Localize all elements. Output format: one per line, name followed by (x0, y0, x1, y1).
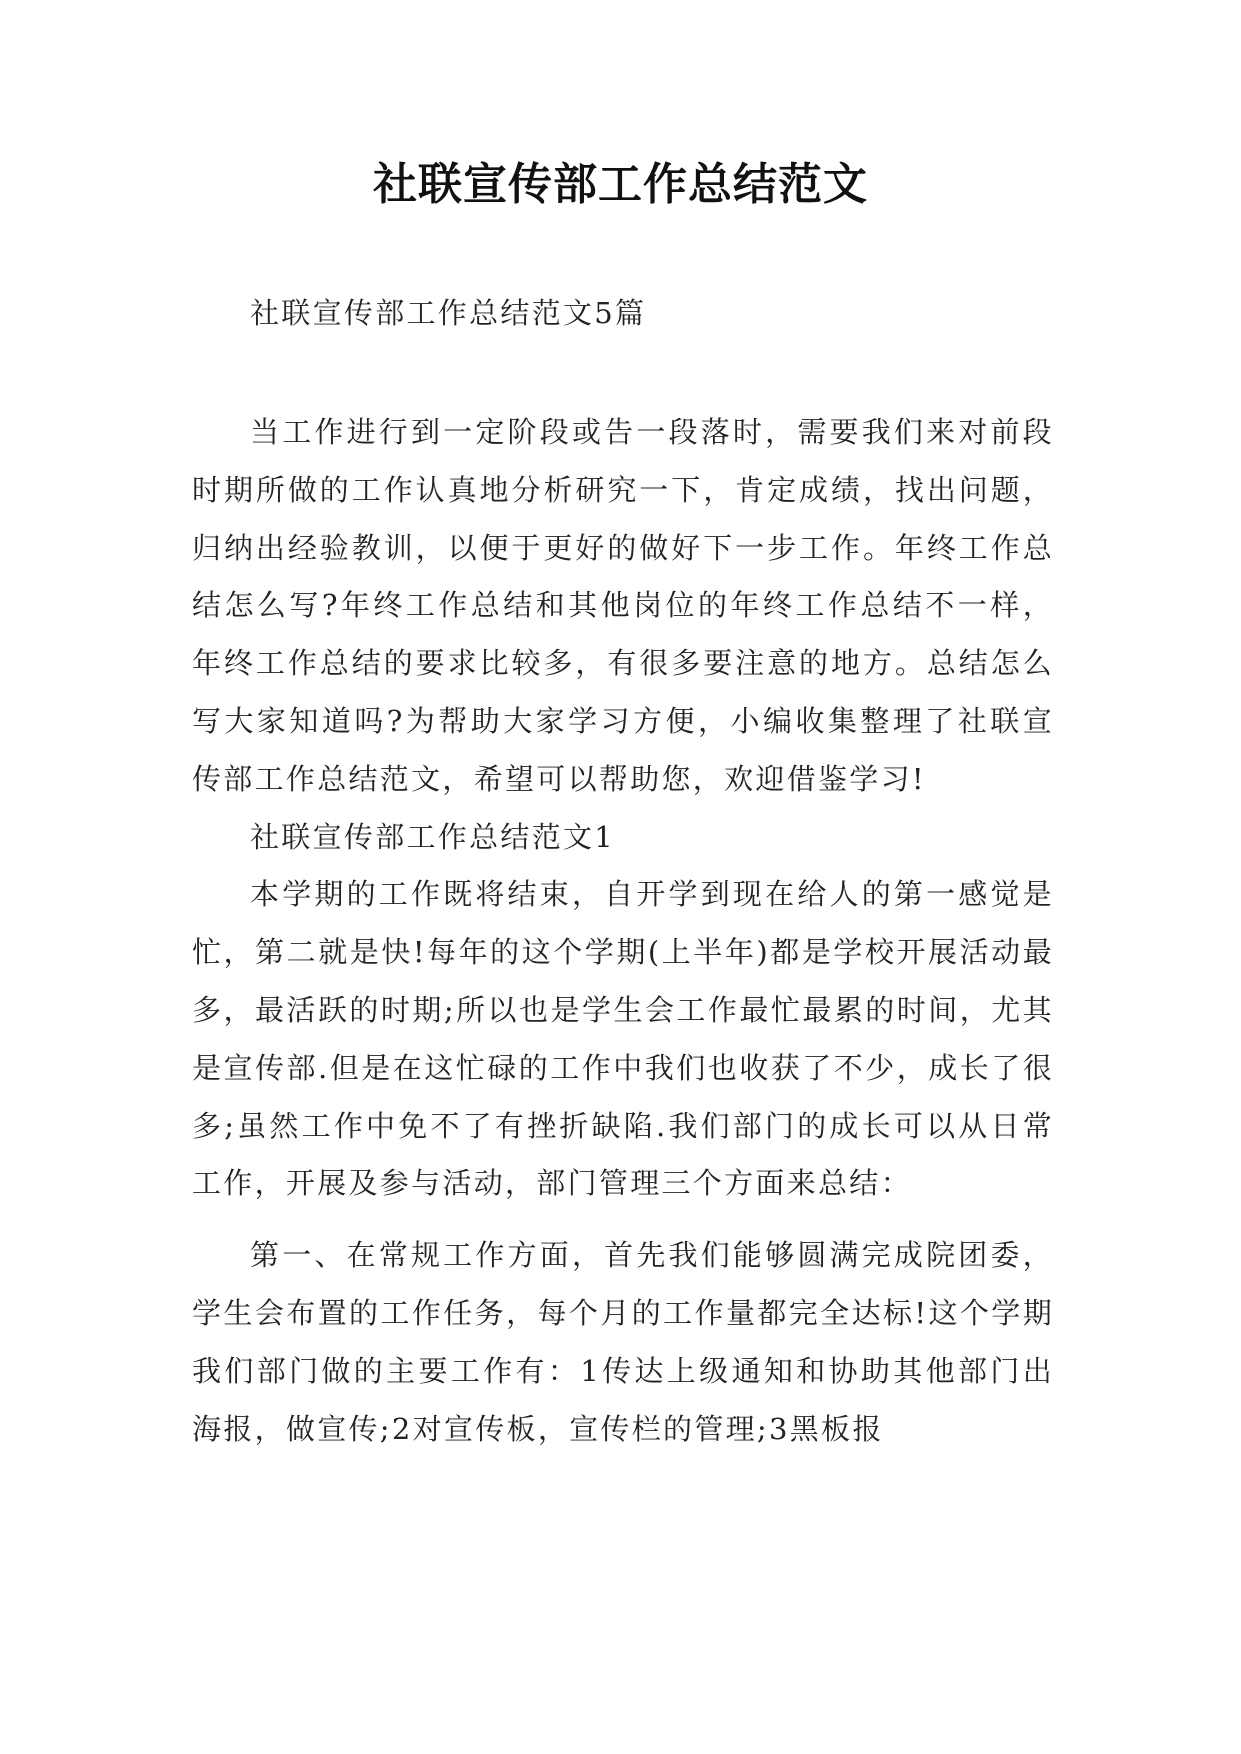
document-subtitle: 社联宣传部工作总结范文5篇 (250, 296, 647, 330)
body-paragraph: 第一、在常规工作方面，首先我们能够圆满完成院团委，学生会布置的工作任务，每个月的工作量都完全达标!这个学期我们部门做的主要工作有：1传达上级通知和协助其他部门出海报，做宣传;2对宣传板，宣传栏的管理;3黑板报 (192, 1238, 1054, 1446)
document-body (192, 404, 1054, 1458)
section-heading: 社联宣传部工作总结范文1 (250, 819, 616, 854)
intro-paragraph: 当工作进行到一定阶段或告一段落时，需要我们来对前段时期所做的工作认真地分析研究一下，肯定成绩，找出问题，归纳出经验教训，以便于更好的做好下一步工作。年终工作总结怎么写?年终工作总结和其他岗位的年终工作总结不一样，年终工作总结的要求比较多，有很多要注意的地方。总结怎么写大家知道吗?为帮助大家学习方便，小编收集整理了社联宣传部工作总结范文，希望可以帮助您，欢迎借鉴学习! (192, 415, 1054, 796)
body-paragraph: 本学期的工作既将结束，自开学到现在给人的第一感觉是忙，第二就是快!每年的这个学期(上半年)都是学校开展活动最多，最活跃的时期;所以也是学生会工作最忙最累的时间，尤其是宣传部.但是在这忙碌的工作中我们也收获了不少，成长了很多;虽然工作中免不了有挫折缺陷.我们部门的成长可以从日常工作，开展及参与活动，部门管理三个方面来总结： (192, 877, 1054, 1201)
document-title: 社联宣传部工作总结范文 (373, 159, 868, 210)
